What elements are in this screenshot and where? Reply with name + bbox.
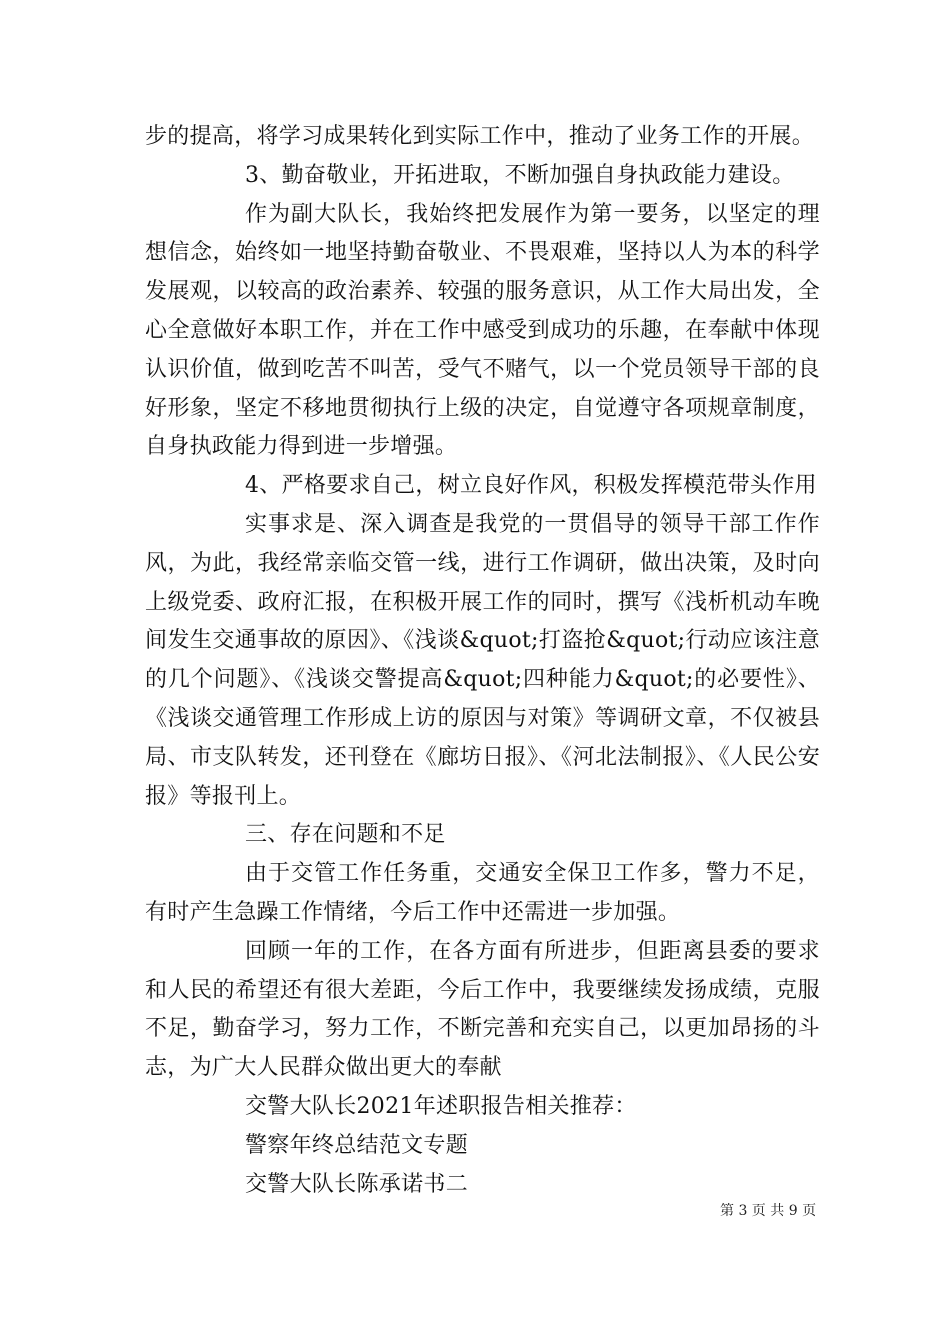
heading-problems: 三、存在问题和不足 — [245, 822, 446, 848]
page-number: 第 3 页 共 9 页 — [720, 1203, 817, 1219]
paragraph-research: 实事求是、深入调查是我党的一贯倡导的领导干部工作作风，为此，我经常亲临交管一线，进行工作调研，做出决策，及时向上级党委、政府汇报，在积极开展工作的同时，撰写《浅析机动车晚间发生交通事故的原因》、《浅谈&quot;打盗抢&quot;行动应该注意的几个问题》、《浅谈交警提高&quot;四种能力&quot;的必要性》、《浅谈交通管理工作形成上访的原因与对策》等调研文章，不仅被县局、市支队转发，还刊登在《廊坊日报》、《河北法制报》、《人民公安报》等报刊上。 — [145, 511, 820, 809]
document-body — [145, 118, 820, 1204]
paragraph-review: 回顾一年的工作，在各方面有所进步，但距离县委的要求和人民的希望还有很大差距，今后工作中，我要继续发扬成绩，克服不足，勤奋学习，努力工作，不断完善和充实自己，以更加昂扬的斗志，为广大人民群众做出更大的奉献 — [145, 938, 820, 1081]
related-recommend-title: 交警大队长2021年述职报告相关推荐： — [245, 1093, 637, 1119]
paragraph-continuation: 步的提高，将学习成果转化到实际工作中，推动了业务工作的开展。 — [145, 124, 815, 149]
paragraph-problems: 由于交管工作任务重，交通安全保卫工作多，警力不足，有时产生急躁工作情绪，今后工作中还需进一步加强。 — [145, 861, 820, 925]
heading-section-3: 3、勤奋敬业，开拓进取，不断加强自身执政能力建设。 — [245, 162, 795, 188]
heading-section-4: 4、严格要求自己，树立良好作风，积极发挥模范带头作用 — [245, 473, 817, 499]
related-link-police-summary[interactable]: 警察年终总结范文专题 — [245, 1132, 469, 1158]
paragraph-deputy-role: 作为副大队长，我始终把发展作为第一要务，以坚定的理想信念，始终如一地坚持勤奋敬业、不畏艰难，坚持以人为本的科学发展观，以较高的政治素养、较强的服务意识，从工作大局出发，全心全意做好本职工作，并在工作中感受到成功的乐趣，在奉献中体现认识价值，做到吃苦不叫苦，受气不赌气，以一个党员领导干部的良好形象，坚定不移地贯彻执行上级的决定，自觉遵守各项规章制度，自身执政能力得到进一步增强。 — [145, 201, 820, 460]
related-link-commitment[interactable]: 交警大队长陈承诺书二 — [245, 1171, 469, 1197]
